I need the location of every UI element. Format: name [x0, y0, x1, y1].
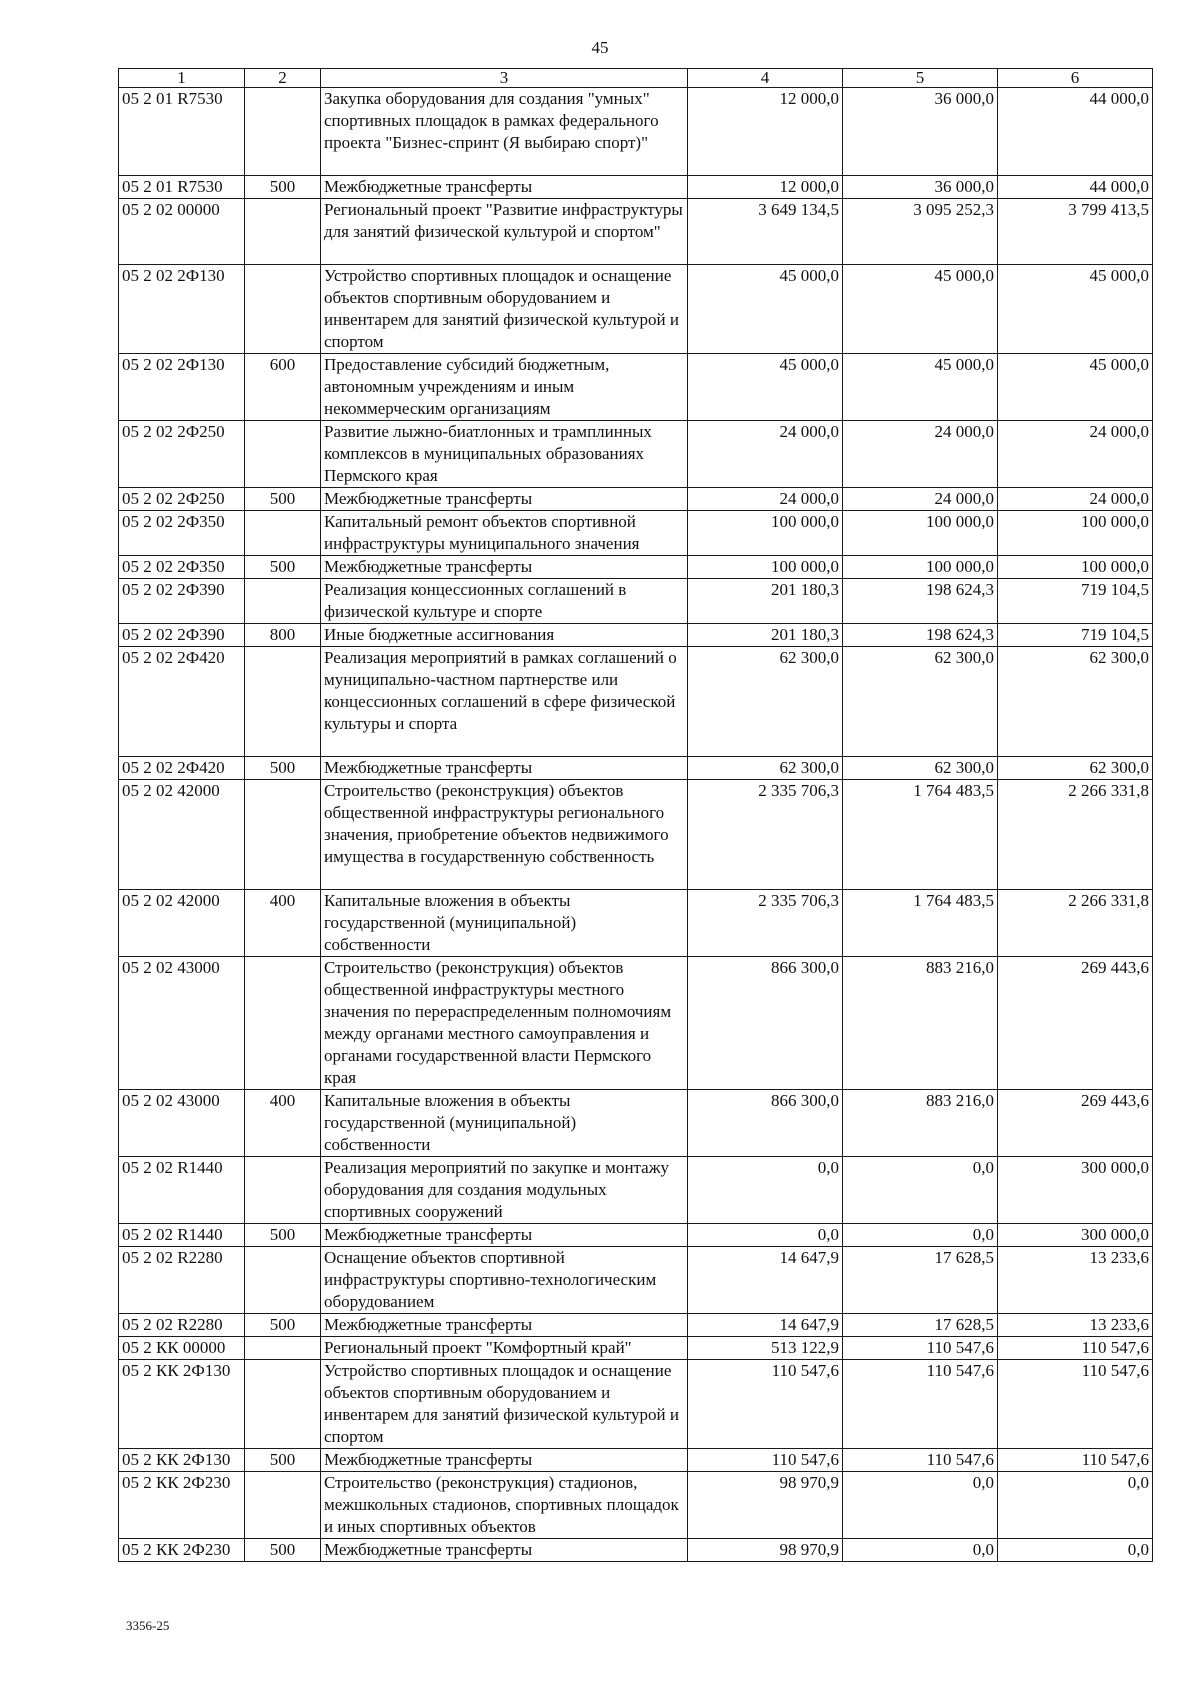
row-code: 05 2 02 2Ф350 — [119, 556, 245, 579]
row-amount-year-1: 201 180,3 — [688, 624, 843, 647]
row-amount-year-3: 300 000,0 — [998, 1157, 1153, 1224]
row-name: Закупка оборудования для создания "умных" спортивных площадок в рамках федерального проекта "Бизнес-спринт (Я выбираю спорт)" — [321, 88, 688, 176]
row-amount-year-3: 100 000,0 — [998, 556, 1153, 579]
row-name: Иные бюджетные ассигнования — [321, 624, 688, 647]
table-row — [119, 1449, 1153, 1472]
row-amount-year-3: 13 233,6 — [998, 1314, 1153, 1337]
row-code: 05 2 02 R1440 — [119, 1157, 245, 1224]
row-amount-year-1: 98 970,9 — [688, 1539, 843, 1562]
row-name: Реализация концессионных соглашений в физической культуре и спорте — [321, 579, 688, 624]
table-row — [119, 1472, 1153, 1539]
row-name: Региональный проект "Комфортный край" — [321, 1337, 688, 1360]
row-amount-year-3: 13 233,6 — [998, 1247, 1153, 1314]
row-code: 05 2 02 2Ф130 — [119, 265, 245, 354]
row-code: 05 2 02 2Ф390 — [119, 624, 245, 647]
row-expense-type: 800 — [245, 624, 321, 647]
row-amount-year-2: 17 628,5 — [843, 1247, 998, 1314]
row-amount-year-2: 24 000,0 — [843, 421, 998, 488]
row-code: 05 2 02 2Ф250 — [119, 488, 245, 511]
row-name: Межбюджетные трансферты — [321, 176, 688, 199]
table-row — [119, 511, 1153, 556]
row-amount-year-3: 2 266 331,8 — [998, 780, 1153, 890]
row-amount-year-2: 198 624,3 — [843, 624, 998, 647]
row-expense-type — [245, 1360, 321, 1449]
row-amount-year-1: 24 000,0 — [688, 421, 843, 488]
row-amount-year-2: 24 000,0 — [843, 488, 998, 511]
row-code: 05 2 КК 00000 — [119, 1337, 245, 1360]
row-amount-year-3: 719 104,5 — [998, 624, 1153, 647]
row-amount-year-3: 100 000,0 — [998, 511, 1153, 556]
table-row — [119, 176, 1153, 199]
row-amount-year-2: 100 000,0 — [843, 511, 998, 556]
row-amount-year-1: 12 000,0 — [688, 88, 843, 176]
row-name: Межбюджетные трансферты — [321, 1314, 688, 1337]
row-amount-year-3: 44 000,0 — [998, 88, 1153, 176]
table-row — [119, 647, 1153, 757]
row-amount-year-2: 110 547,6 — [843, 1360, 998, 1449]
row-code: 05 2 02 2Ф390 — [119, 579, 245, 624]
row-amount-year-1: 62 300,0 — [688, 757, 843, 780]
row-expense-type: 500 — [245, 1539, 321, 1562]
row-name: Капитальный ремонт объектов спортивной инфраструктуры муниципального значения — [321, 511, 688, 556]
row-expense-type — [245, 579, 321, 624]
row-amount-year-2: 62 300,0 — [843, 647, 998, 757]
row-name: Реализация мероприятий в рамках соглашений о муниципально-частном партнерстве или концессионных соглашений в сфере физической культуры и спорта — [321, 647, 688, 757]
table-row — [119, 556, 1153, 579]
row-name: Устройство спортивных площадок и оснащение объектов спортивным оборудованием и инвентарем для занятий физической культурой и спортом — [321, 1360, 688, 1449]
budget-table — [118, 68, 1153, 1562]
row-amount-year-2: 0,0 — [843, 1157, 998, 1224]
row-amount-year-2: 36 000,0 — [843, 88, 998, 176]
row-amount-year-1: 12 000,0 — [688, 176, 843, 199]
row-name: Устройство спортивных площадок и оснащение объектов спортивным оборудованием и инвентарем для занятий физической культурой и спортом — [321, 265, 688, 354]
row-amount-year-1: 62 300,0 — [688, 647, 843, 757]
row-amount-year-1: 0,0 — [688, 1157, 843, 1224]
document-code: 3356-25 — [126, 1618, 170, 1633]
row-amount-year-3: 719 104,5 — [998, 579, 1153, 624]
row-amount-year-2: 883 216,0 — [843, 1090, 998, 1157]
row-amount-year-3: 24 000,0 — [998, 421, 1153, 488]
row-amount-year-1: 866 300,0 — [688, 1090, 843, 1157]
table-row — [119, 1539, 1153, 1562]
row-name: Межбюджетные трансферты — [321, 1539, 688, 1562]
row-amount-year-2: 0,0 — [843, 1224, 998, 1247]
row-amount-year-3: 62 300,0 — [998, 757, 1153, 780]
table-body — [119, 88, 1153, 1562]
row-expense-type — [245, 88, 321, 176]
row-code: 05 2 КК 2Ф130 — [119, 1360, 245, 1449]
row-name: Капитальные вложения в объекты государственной (муниципальной) собственности — [321, 1090, 688, 1157]
row-amount-year-1: 100 000,0 — [688, 556, 843, 579]
row-code: 05 2 02 2Ф420 — [119, 757, 245, 780]
row-amount-year-1: 2 335 706,3 — [688, 780, 843, 890]
row-expense-type — [245, 199, 321, 265]
row-expense-type: 400 — [245, 1090, 321, 1157]
row-amount-year-1: 2 335 706,3 — [688, 890, 843, 957]
row-name: Предоставление субсидий бюджетным, автономным учреждениям и иным некоммерческим организациям — [321, 354, 688, 421]
row-amount-year-2: 45 000,0 — [843, 265, 998, 354]
row-code: 05 2 02 42000 — [119, 780, 245, 890]
row-amount-year-3: 300 000,0 — [998, 1224, 1153, 1247]
row-amount-year-3: 110 547,6 — [998, 1337, 1153, 1360]
row-amount-year-1: 45 000,0 — [688, 265, 843, 354]
row-amount-year-2: 110 547,6 — [843, 1449, 998, 1472]
row-amount-year-2: 3 095 252,3 — [843, 199, 998, 265]
row-amount-year-3: 0,0 — [998, 1472, 1153, 1539]
table-row — [119, 757, 1153, 780]
row-amount-year-1: 513 122,9 — [688, 1337, 843, 1360]
row-name: Межбюджетные трансферты — [321, 556, 688, 579]
table-row — [119, 1360, 1153, 1449]
row-name: Оснащение объектов спортивной инфраструктуры спортивно-технологическим оборудованием — [321, 1247, 688, 1314]
table-header-row — [119, 69, 1153, 88]
row-name: Региональный проект "Развитие инфраструктуры для занятий физической культурой и спортом" — [321, 199, 688, 265]
row-amount-year-3: 110 547,6 — [998, 1360, 1153, 1449]
row-name: Строительство (реконструкция) стадионов, межшкольных стадионов, спортивных площадок и иных спортивных объектов — [321, 1472, 688, 1539]
row-code: 05 2 02 2Ф130 — [119, 354, 245, 421]
row-name: Межбюджетные трансферты — [321, 1449, 688, 1472]
column-header: 4 — [688, 69, 843, 88]
row-amount-year-3: 62 300,0 — [998, 647, 1153, 757]
row-expense-type — [245, 421, 321, 488]
row-code: 05 2 01 R7530 — [119, 176, 245, 199]
row-amount-year-2: 36 000,0 — [843, 176, 998, 199]
row-code: 05 2 02 2Ф350 — [119, 511, 245, 556]
row-code: 05 2 02 R1440 — [119, 1224, 245, 1247]
table-row — [119, 957, 1153, 1090]
row-name: Строительство (реконструкция) объектов общественной инфраструктуры местного значения по перераспределенным полномочиям между органами местного самоуправления и органами государственной власти Пермского края — [321, 957, 688, 1090]
table-row — [119, 88, 1153, 176]
row-amount-year-3: 3 799 413,5 — [998, 199, 1153, 265]
row-code: 05 2 02 42000 — [119, 890, 245, 957]
row-code: 05 2 02 R2280 — [119, 1247, 245, 1314]
row-expense-type — [245, 647, 321, 757]
table-row — [119, 1337, 1153, 1360]
row-amount-year-2: 62 300,0 — [843, 757, 998, 780]
row-expense-type — [245, 957, 321, 1090]
row-expense-type: 500 — [245, 1224, 321, 1247]
row-code: 05 2 КК 2Ф230 — [119, 1472, 245, 1539]
row-amount-year-2: 110 547,6 — [843, 1337, 998, 1360]
row-name: Межбюджетные трансферты — [321, 1224, 688, 1247]
row-amount-year-2: 45 000,0 — [843, 354, 998, 421]
row-amount-year-2: 17 628,5 — [843, 1314, 998, 1337]
row-code: 05 2 02 2Ф250 — [119, 421, 245, 488]
row-amount-year-2: 198 624,3 — [843, 579, 998, 624]
row-code: 05 2 02 R2280 — [119, 1314, 245, 1337]
row-amount-year-1: 110 547,6 — [688, 1449, 843, 1472]
row-expense-type: 500 — [245, 176, 321, 199]
row-amount-year-2: 100 000,0 — [843, 556, 998, 579]
row-name: Развитие лыжно-биатлонных и трамплинных комплексов в муниципальных образованиях Пермского края — [321, 421, 688, 488]
row-code: 05 2 КК 2Ф230 — [119, 1539, 245, 1562]
row-code: 05 2 02 43000 — [119, 957, 245, 1090]
row-code: 05 2 02 43000 — [119, 1090, 245, 1157]
column-header: 1 — [119, 69, 245, 88]
row-expense-type — [245, 780, 321, 890]
column-header: 6 — [998, 69, 1153, 88]
row-name: Капитальные вложения в объекты государственной (муниципальной) собственности — [321, 890, 688, 957]
row-amount-year-1: 14 647,9 — [688, 1247, 843, 1314]
row-expense-type — [245, 1247, 321, 1314]
table-row — [119, 1247, 1153, 1314]
table-row — [119, 1224, 1153, 1247]
column-header: 3 — [321, 69, 688, 88]
table-row — [119, 579, 1153, 624]
row-amount-year-1: 100 000,0 — [688, 511, 843, 556]
table-row — [119, 199, 1153, 265]
table-row — [119, 354, 1153, 421]
row-expense-type: 500 — [245, 757, 321, 780]
table-row — [119, 421, 1153, 488]
row-name: Межбюджетные трансферты — [321, 757, 688, 780]
row-amount-year-2: 0,0 — [843, 1539, 998, 1562]
row-code: 05 2 КК 2Ф130 — [119, 1449, 245, 1472]
row-amount-year-1: 0,0 — [688, 1224, 843, 1247]
row-expense-type: 500 — [245, 556, 321, 579]
row-expense-type: 500 — [245, 488, 321, 511]
row-amount-year-1: 14 647,9 — [688, 1314, 843, 1337]
row-name: Строительство (реконструкция) объектов общественной инфраструктуры регионального значения, приобретение объектов недвижимого имущества в государственную собственность — [321, 780, 688, 890]
row-amount-year-2: 0,0 — [843, 1472, 998, 1539]
row-expense-type: 400 — [245, 890, 321, 957]
row-amount-year-1: 45 000,0 — [688, 354, 843, 421]
table-row — [119, 1157, 1153, 1224]
row-amount-year-1: 24 000,0 — [688, 488, 843, 511]
row-code: 05 2 01 R7530 — [119, 88, 245, 176]
row-code: 05 2 02 2Ф420 — [119, 647, 245, 757]
table-row — [119, 890, 1153, 957]
row-amount-year-3: 45 000,0 — [998, 354, 1153, 421]
row-amount-year-3: 0,0 — [998, 1539, 1153, 1562]
row-amount-year-1: 3 649 134,5 — [688, 199, 843, 265]
row-amount-year-2: 883 216,0 — [843, 957, 998, 1090]
row-amount-year-3: 269 443,6 — [998, 957, 1153, 1090]
row-amount-year-1: 866 300,0 — [688, 957, 843, 1090]
row-expense-type: 600 — [245, 354, 321, 421]
row-amount-year-1: 201 180,3 — [688, 579, 843, 624]
table-row — [119, 1314, 1153, 1337]
row-expense-type — [245, 1337, 321, 1360]
table-row — [119, 780, 1153, 890]
column-header: 5 — [843, 69, 998, 88]
row-name: Межбюджетные трансферты — [321, 488, 688, 511]
row-expense-type: 500 — [245, 1449, 321, 1472]
row-amount-year-3: 2 266 331,8 — [998, 890, 1153, 957]
page-number: 45 — [591, 38, 609, 57]
table-row — [119, 488, 1153, 511]
row-expense-type — [245, 1157, 321, 1224]
row-amount-year-2: 1 764 483,5 — [843, 890, 998, 957]
row-amount-year-3: 269 443,6 — [998, 1090, 1153, 1157]
row-expense-type — [245, 511, 321, 556]
row-expense-type: 500 — [245, 1314, 321, 1337]
table-row — [119, 265, 1153, 354]
row-amount-year-3: 45 000,0 — [998, 265, 1153, 354]
table-row — [119, 1090, 1153, 1157]
row-name: Реализация мероприятий по закупке и монтажу оборудования для создания модульных спортивных сооружений — [321, 1157, 688, 1224]
row-expense-type — [245, 1472, 321, 1539]
row-code: 05 2 02 00000 — [119, 199, 245, 265]
row-expense-type — [245, 265, 321, 354]
row-amount-year-3: 110 547,6 — [998, 1449, 1153, 1472]
row-amount-year-2: 1 764 483,5 — [843, 780, 998, 890]
row-amount-year-1: 98 970,9 — [688, 1472, 843, 1539]
row-amount-year-3: 24 000,0 — [998, 488, 1153, 511]
row-amount-year-1: 110 547,6 — [688, 1360, 843, 1449]
row-amount-year-3: 44 000,0 — [998, 176, 1153, 199]
column-header: 2 — [245, 69, 321, 88]
table-row — [119, 624, 1153, 647]
